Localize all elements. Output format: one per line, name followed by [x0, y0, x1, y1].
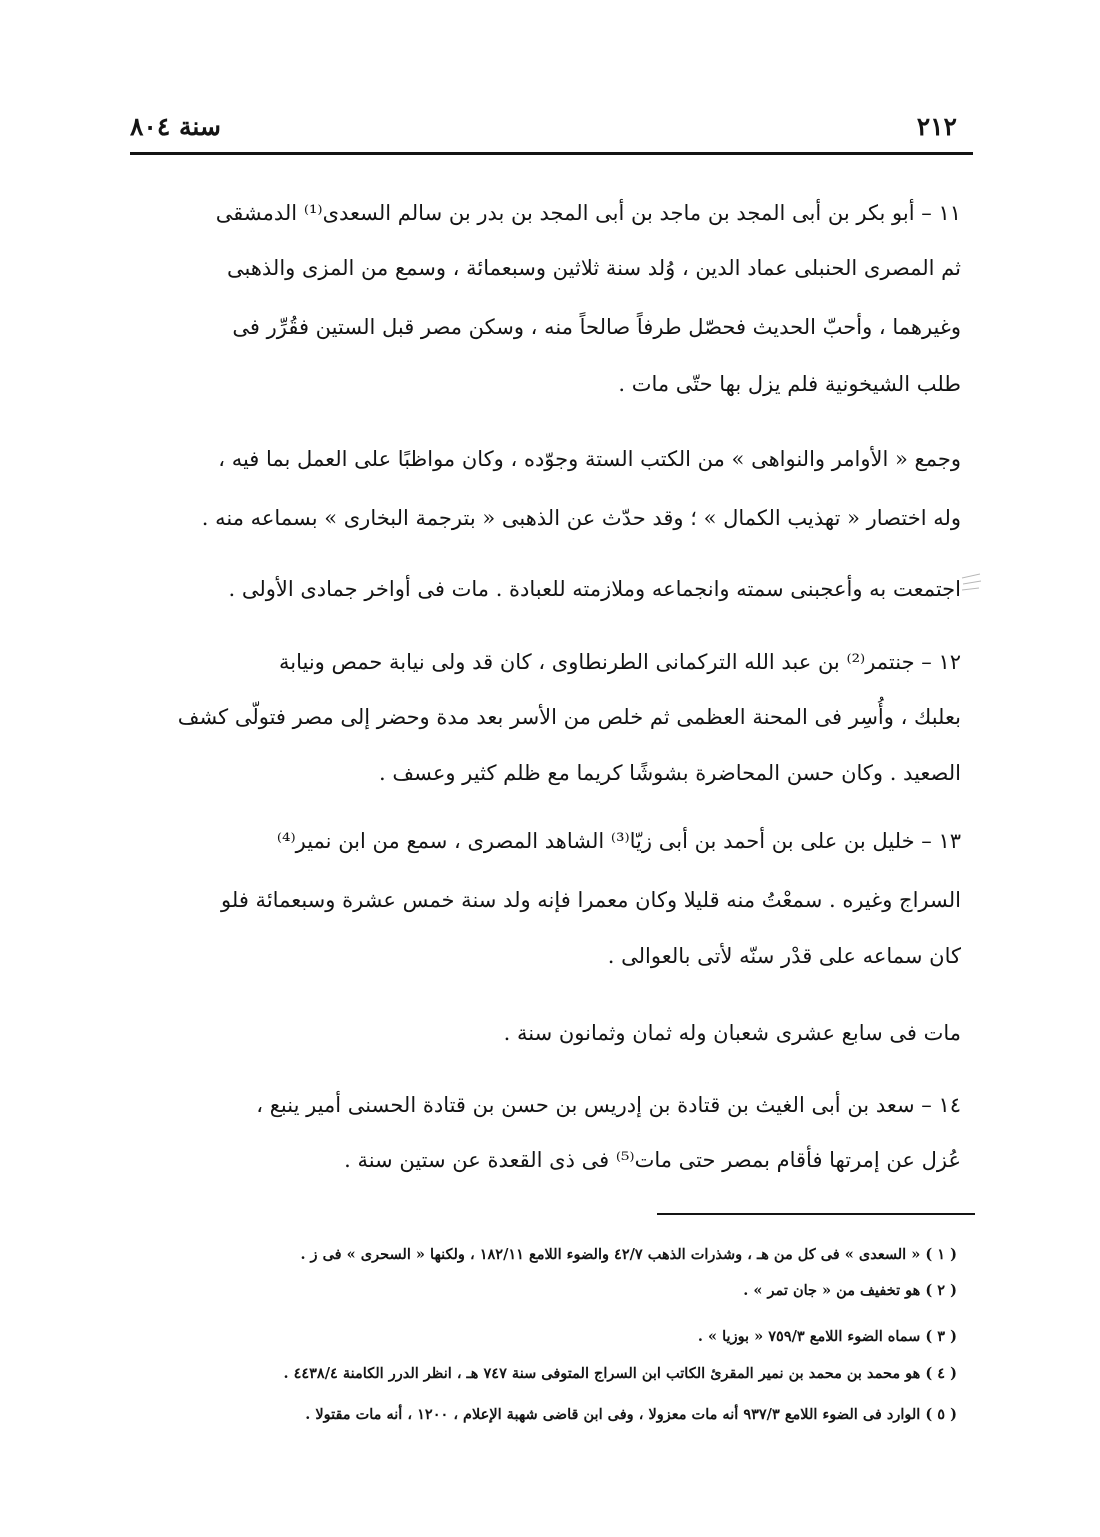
entry-11-line-1: ١١ – أبو بكر بن أبى المجد بن ماجد بن أبى المجد بن بدر بن سالم السعدى⁽¹⁾ الدمشقى: [215, 201, 961, 225]
footnote-5: ( ٥ ) الوارد فى الضوء اللامع ٩٣٧/٣ أنه مات معزولا ، وفى ابن قاضى شهبة الإعلام ، ١٢٠٠ ، أنه مات مقتولا .: [305, 1406, 957, 1423]
footnote-rule: [657, 1213, 975, 1215]
entry-12-line-2: بعلبك ، وأُسِر فى المحنة العظمى ثم خلص من الأسر بعد مدة وحضر إلى مصر فتولّى كشف: [177, 705, 961, 729]
entry-13-line-1: ١٣ – خليل بن على بن أحمد بن أبى زيّا⁽³⁾ الشاهد المصرى ، سمع من ابن نمير⁽⁴⁾: [276, 829, 961, 853]
footnote-3: ( ٣ ) سماه الضوء اللامع ٧٥٩/٣ « بوزيا » .: [697, 1328, 957, 1345]
entry-13-line-4: مات فى سابع عشرى شعبان وله ثمان وثمانون سنة .: [503, 1021, 961, 1045]
entry-14-line-1: ١٤ – سعد بن أبى الغيث بن قتادة بن إدريس بن حسن بن قتادة الحسنى أمير ينبع ،: [256, 1093, 961, 1117]
header-rule: [130, 152, 973, 155]
footnote-4: ( ٤ ) هو محمد بن محمد بن نمير المقرئ الكاتب ابن السراج المتوفى سنة ٧٤٧ هـ ، انظر الدرر الكامنة ٤٤٣٨/٤ .: [283, 1365, 957, 1382]
entry-13-line-2: السراج وغيره . سمعْتُ منه قليلا وكان معمرا فإنه ولد سنة خمس عشرة وسبعمائة فلو: [221, 888, 961, 912]
entry-12-line-1: ١٢ – جنتمر⁽²⁾ بن عبد الله التركمانى الطرنطاوى ، كان قد ولى نيابة حمص ونيابة: [278, 650, 961, 674]
entry-11-line-3: وغيرهما ، وأحبّ الحديث فحصّل طرفاً صالحاً منه ، وسكن مصر قبل الستين فقُرِّر فى: [232, 315, 961, 339]
footnote-2: ( ٢ ) هو تخفيف من « جان تمر » .: [743, 1282, 957, 1299]
entry-11-line-5: وجمع « الأوامر والنواهى » من الكتب الستة وجوّده ، وكان مواظبًا على العمل بما فيه ،: [218, 447, 961, 471]
page-number: ٢١٢: [916, 112, 957, 141]
entry-14-line-2: عُزل عن إمرتها فأقام بمصر حتى مات⁽⁵⁾ فى ذى القعدة عن ستين سنة .: [344, 1148, 961, 1172]
entry-11-line-2: ثم المصرى الحنبلى عماد الدين ، وُلد سنة ثلاثين وسبعمائة ، وسمع من المزى والذهبى: [226, 256, 961, 280]
entry-11-line-7: اجتمعت به وأعجبنى سمته وانجماعه وملازمته للعبادة . مات فى أواخر جمادى الأولى .: [228, 577, 961, 601]
footnote-1: ( ١ ) « السعدى » فى كل من هـ ، وشذرات الذهب ٤٢/٧ والضوء اللامع ١٨٢/١١ ، ولكنها « السحرى » فى ز .: [300, 1246, 957, 1263]
entry-11-line-4: طلب الشيخونية فلم يزل بها حتّى مات .: [618, 372, 961, 396]
entry-12-line-3: الصعيد . وكان حسن المحاضرة بشوشًا كريما مع ظلم كثير وعسف .: [379, 761, 961, 785]
entry-11-line-6: وله اختصار « تهذيب الكمال » ؛ وقد حدّث عن الذهبى « بترجمة البخارى » بسماعه منه .: [201, 506, 961, 530]
year-heading: سنة ٨٠٤: [130, 112, 221, 141]
pencil-mark-icon: [960, 572, 982, 596]
entry-13-line-3: كان سماعه على قدْر سنّه لأتى بالعوالى .: [607, 944, 961, 968]
